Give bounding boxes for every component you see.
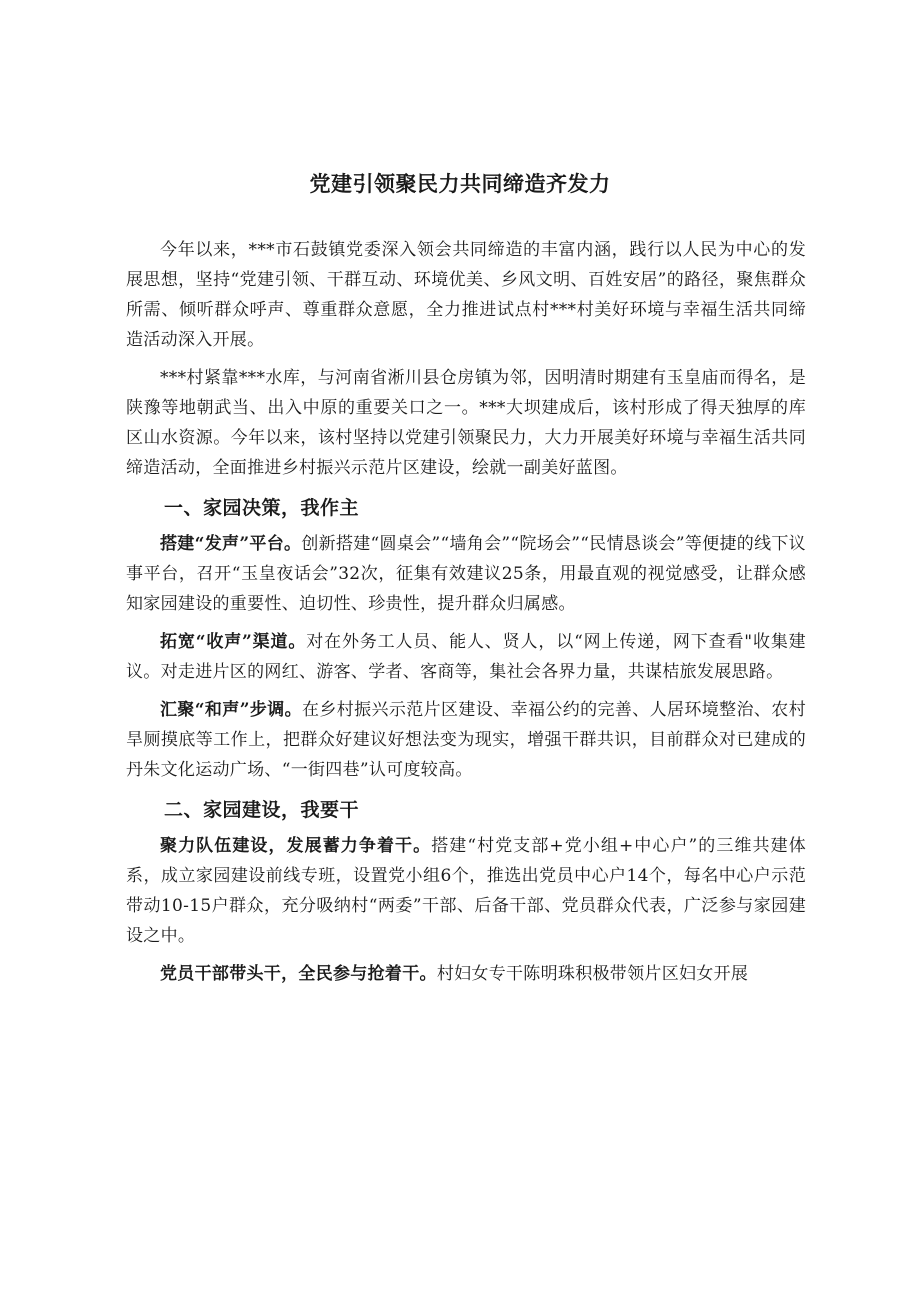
intro-paragraph: ***村紧靠***水库，与河南省淅川县仓房镇为邻，因明清时期建有玉皇庙而得名，是陕豫等地朝武当、出入中原的重要关口之一。***大坝建成后，该村形成了得天独厚的库区山水资源。今年以来，该村坚持以党建引领聚民力，大力开展美好环境与幸福生活共同缔造活动，全面推进乡村振兴示范片区建设，绘就一副美好蓝图。: [126, 368, 806, 478]
section-item: [126, 695, 806, 785]
section-heading: 二、家园建设，我要干: [164, 799, 360, 821]
item-text: 对在外务工人员、能人、贤人，以“网上传递，网下查看"收集建议。对走进片区的网红、游客、学者、客商等，集社会各界力量，共谋桔旅发展思路。: [126, 632, 806, 682]
item-text: 在乡村振兴示范片区建设、幸福公约的完善、人居环境整治、农村旱厕摸底等工作上，把群众好建议好想法变为现实，增强干群共识，目前群众对已建成的丹朱文化运动广场、“一街四巷”认可度较高。: [126, 700, 806, 780]
item-lead: 党员干部带头干，全民参与抢着干。: [160, 964, 437, 984]
document-body: [126, 235, 806, 997]
item-text: 搭建“村党支部+党小组+中心户”的三维共建体系，成立家园建设前线专班，设置党小组6个，推选出党员中心户14个，每名中心户示范带动10-15户群众，充分吸纳村“两委”干部、后备干部、党员群众代表，广泛参与家园建设之中。: [126, 836, 806, 946]
intro-paragraph: 今年以来，***市石鼓镇党委深入领会共同缔造的丰富内涵，践行以人民为中心的发展思想，坚持“党建引领、干群互动、环境优美、乡风文明、百姓安居”的路径，聚焦群众所需、倾听群众呼声、尊重群众意愿，全力推进试点村***村美好环境与幸福生活共同缔造活动深入开展。: [126, 240, 806, 350]
item-lead: 聚力队伍建设，发展蓄力争着干。: [160, 836, 432, 856]
item-text: 村妇女专干陈明珠积极带领片区妇女开展: [436, 964, 749, 984]
document-title: 党建引领聚民力共同缔造齐发力: [309, 172, 611, 196]
section-item: [126, 529, 806, 619]
item-lead: 汇聚“和声”步调。: [160, 700, 302, 720]
item-text: 创新搭建“圆桌会”“墙角会”“院场会”“民情恳谈会”等便捷的线下议事平台，召开“玉皇夜话会”32次，征集有效建议25条，用最直观的视觉感受，让群众感知家园建设的重要性、迫切性、珍贵性，提升群众归属感。: [126, 534, 806, 614]
item-lead: 搭建“发声”平台。: [160, 534, 302, 554]
section-item: [126, 831, 806, 951]
section-heading: 一、家园决策，我作主: [164, 497, 360, 519]
section-item: [126, 627, 806, 687]
section-item: [126, 959, 806, 989]
item-lead: 拓宽“收声”渠道。: [160, 632, 307, 652]
